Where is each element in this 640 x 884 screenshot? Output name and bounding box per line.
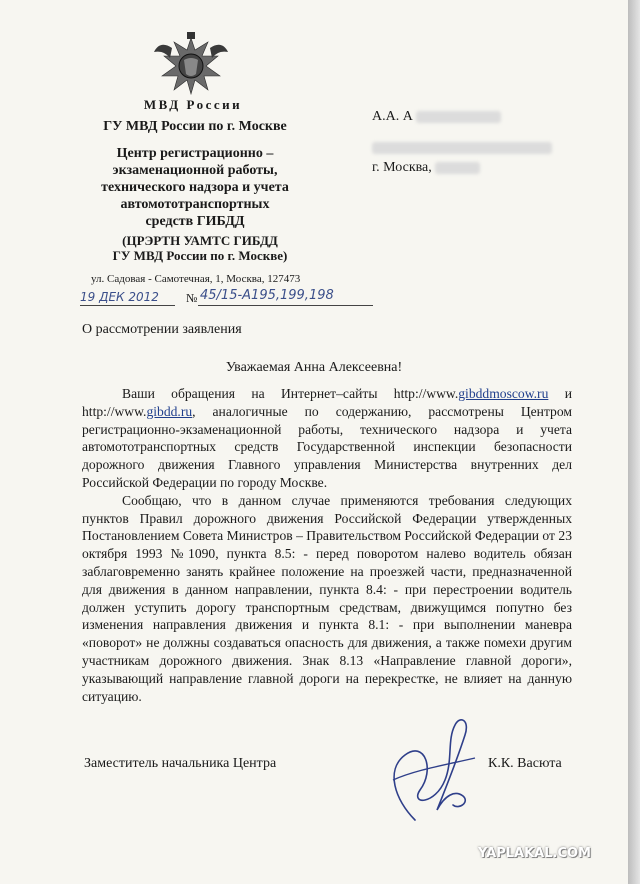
letter-subject: О рассмотрении заявления xyxy=(82,322,242,337)
center-name xyxy=(70,145,320,230)
watermark: YAPLAKAL.COM xyxy=(478,846,591,861)
center-abbreviation xyxy=(80,233,320,263)
signer-name: К.К. Васюта xyxy=(488,756,562,771)
ministry-name: МВД России xyxy=(143,97,243,112)
addressee-street xyxy=(372,140,552,156)
department-name: ГУ МВД России по г. Москве xyxy=(103,119,287,134)
sender-address: ул. Садовая - Самотечная, 1, Москва, 127473 xyxy=(91,273,301,285)
signer-position: Заместитель начальника Центра xyxy=(84,756,277,771)
center-line: экзаменационной работы, xyxy=(112,163,278,178)
center-line: технического надзора и учета xyxy=(101,180,289,195)
center-line: средств ГИБДД xyxy=(145,214,245,229)
redacted-street xyxy=(372,142,552,154)
addressee-name: А.А. А xyxy=(372,109,501,125)
addressee-city: г. Москва, xyxy=(372,160,480,176)
letter-number: 45/15-А195,199,198 xyxy=(200,288,334,303)
letter-body xyxy=(82,385,572,705)
greeting: Уважаемая Анна Алексеевна! xyxy=(225,360,403,375)
center-line: Центр регистрационно – xyxy=(116,146,274,161)
page-edge xyxy=(628,0,640,884)
center-line: автомототранспортных xyxy=(120,197,270,212)
abbr-line: ГУ МВД России по г. Москве) xyxy=(112,248,288,263)
link-gibddmoscow[interactable]: http://www.gibddmoscow.ru xyxy=(393,386,549,401)
number-sign: № xyxy=(186,291,198,305)
redacted-postcode xyxy=(435,162,480,174)
letter-date: 19 ДЕК 2012 xyxy=(80,290,159,304)
redacted-surname xyxy=(416,111,501,123)
abbr-line: (ЦРЭРТН УАМТС ГИБДД xyxy=(122,233,278,248)
paragraph-1: Ваши обращения на Интернет–сайты http://www.gibddmoscow.ru и http://www.gibdd.ru, аналогичные по содержанию, рассмотрены Центром регистрационно-экзаменационной работы, технического надзора и учета автомототранспортных средств Государственной инспекции безопасности дорожного движения Главного управления Министерства внутренних дел Российской Федерации по городу Москве. xyxy=(82,386,572,490)
date-underline xyxy=(80,305,175,306)
link-gibdd[interactable]: http://www.gibdd.ru xyxy=(82,403,193,419)
handwritten-signature-icon xyxy=(375,710,485,828)
mvd-emblem-icon xyxy=(152,30,230,100)
number-underline xyxy=(198,305,373,306)
paragraph-2: Сообщаю, что в данном случае применяются требования следующих пунктов Правил дорожного движения Российской Федерации утвержденных Постановлением Совета Министров – Правительством Российской Федерации от 23 октября 1993 №1090, пункта 8.5: - перед поворотом налево водитель обязан заблаговременно занять крайнее положение на проезжей части, предназначенной для движения в данном направлении, пункта 8.4: - при перестроении водитель должен уступить дорогу транспортным средствам, движущимся попутно без изменения направления движения и пункта 8.1: - при выполнении маневра «поворот» не должны создаваться опасность для движения, а также помехи другим участникам дорожного движения. Знак 8.13 «Направление главной дороги», указывающий направление главной дороги на перекрестке, не влияет на данную ситуацию. xyxy=(82,492,572,704)
